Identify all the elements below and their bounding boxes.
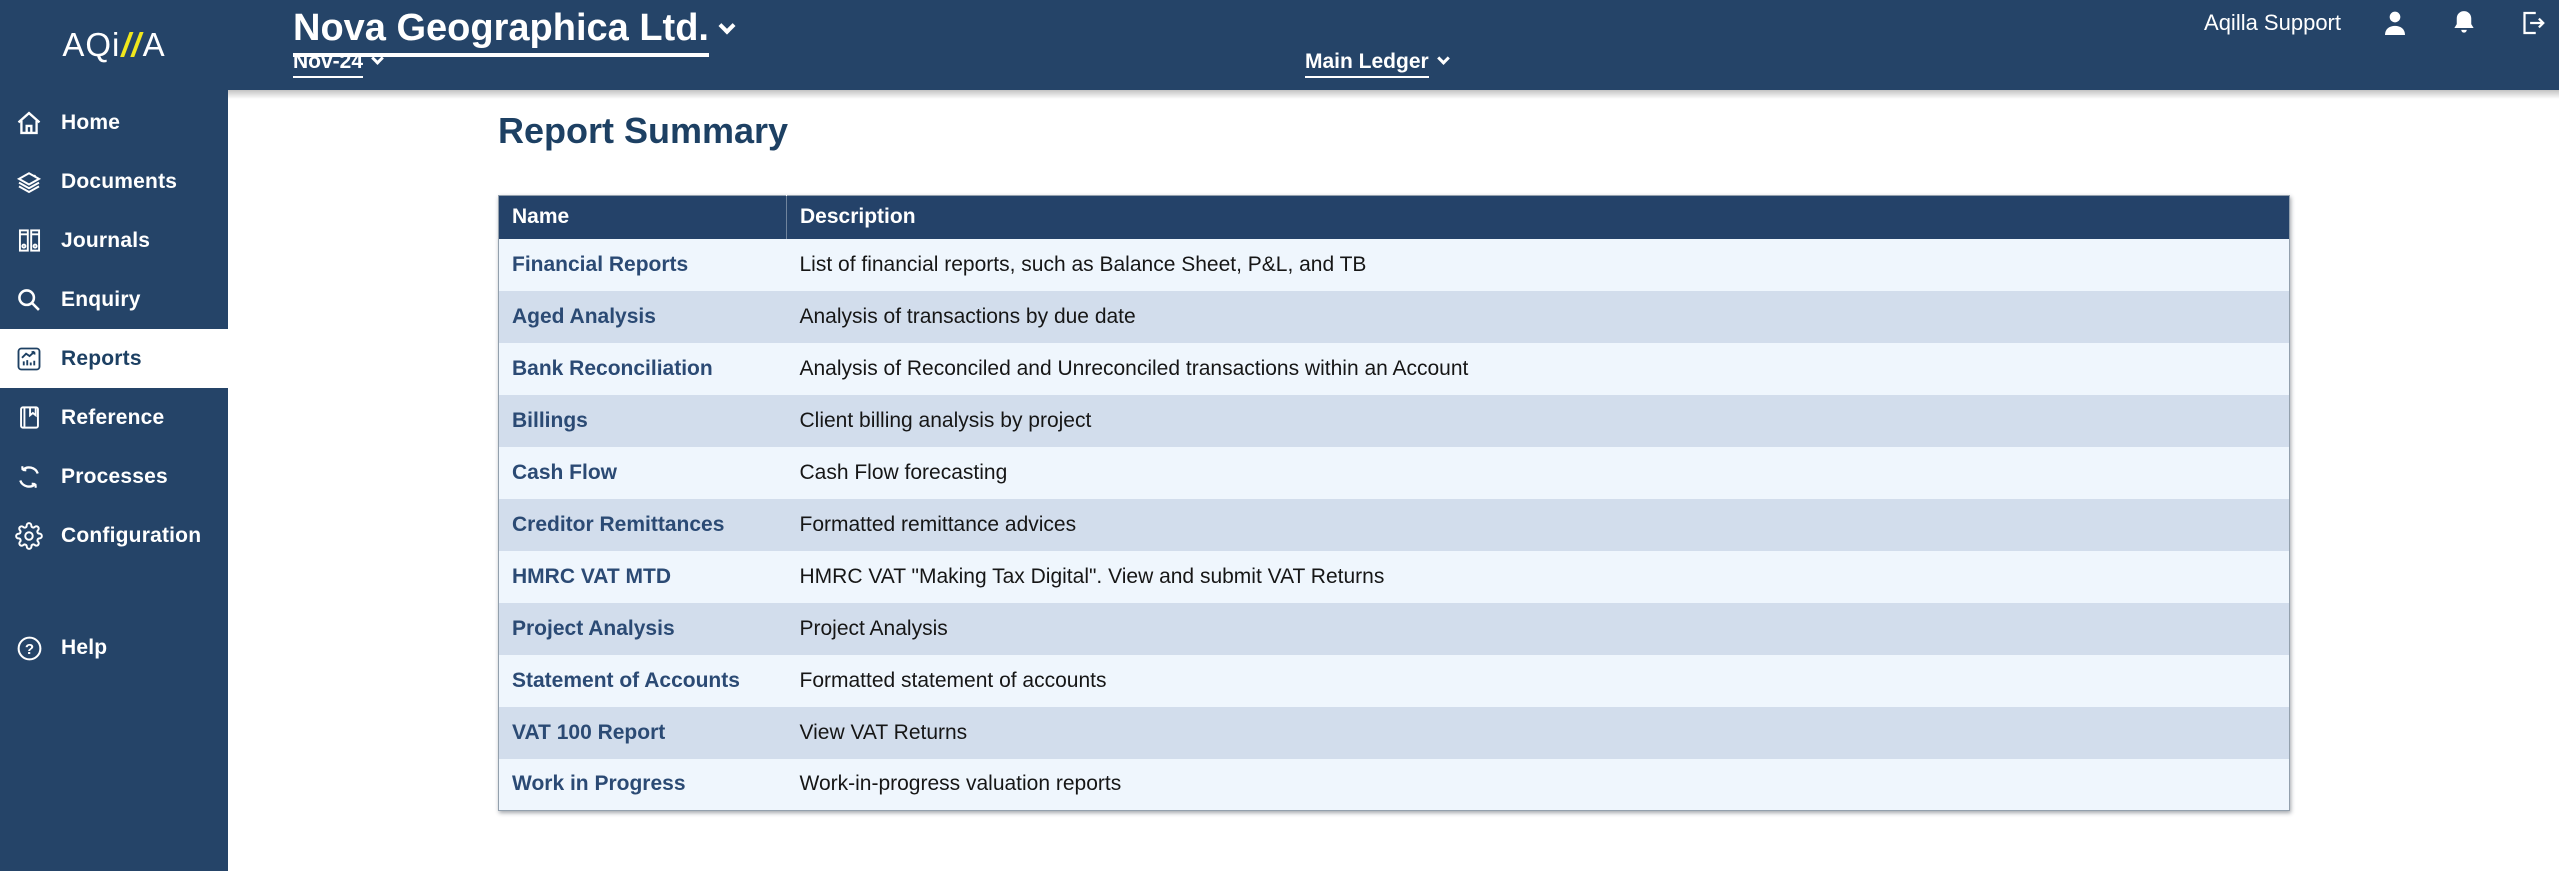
table-row: [499, 551, 2290, 603]
chevron-down-icon: [371, 52, 384, 65]
user-icon[interactable]: [2379, 7, 2411, 39]
table-row: [499, 759, 2290, 811]
ledger-selector[interactable]: [1305, 50, 1448, 78]
report-description: HMRC VAT "Making Tax Digital". View and submit VAT Returns: [799, 564, 1385, 588]
report-link[interactable]: VAT 100 Report: [512, 720, 666, 744]
sidebar-nav: [0, 93, 228, 677]
aqilla-logo: [0, 0, 228, 90]
report-description: Project Analysis: [799, 616, 948, 640]
table-row: [499, 603, 2290, 655]
report-summary-table: [498, 195, 2290, 811]
table-row: [499, 447, 2290, 499]
ledger-label: Main Ledger: [1305, 50, 1429, 78]
report-description: Formatted statement of accounts: [799, 668, 1107, 692]
chevron-down-icon: [718, 18, 735, 35]
report-description: Formatted remittance advices: [799, 512, 1077, 536]
report-link[interactable]: Billings: [512, 408, 588, 432]
table-row: [499, 499, 2290, 551]
sidebar-item-documents[interactable]: [0, 152, 228, 211]
report-description: Client billing analysis by project: [799, 408, 1092, 432]
sidebar-item-label: Reports: [61, 346, 142, 370]
sidebar-item-home[interactable]: [0, 93, 228, 152]
report-link[interactable]: Bank Reconciliation: [512, 356, 713, 380]
gear-icon: [12, 522, 46, 550]
book-icon: [12, 404, 46, 431]
report-description: Analysis of Reconciled and Unreconciled transactions within an Account: [799, 356, 1469, 380]
report-description: Work-in-progress valuation reports: [799, 772, 1122, 796]
period-selector[interactable]: [293, 50, 382, 78]
help-icon: [12, 634, 46, 663]
report-link[interactable]: Project Analysis: [512, 616, 675, 640]
report-link[interactable]: HMRC VAT MTD: [512, 564, 672, 588]
sidebar-item-label: Configuration: [61, 523, 202, 547]
period-label: Nov-24: [293, 50, 363, 78]
logo-text: A: [142, 26, 166, 63]
top-bar: [0, 0, 2559, 90]
column-header-name: Name: [499, 196, 787, 239]
sidebar-item-reference[interactable]: [0, 388, 228, 447]
sidebar-item-label: Journals: [61, 228, 151, 252]
report-link[interactable]: Financial Reports: [512, 252, 689, 276]
sidebar-item-label: Enquiry: [61, 287, 141, 311]
page-title: Report Summary: [498, 110, 789, 151]
sidebar-item-label: Help: [61, 636, 108, 659]
table-row: [499, 343, 2290, 395]
table-row: [499, 655, 2290, 707]
sidebar-item-help[interactable]: [0, 619, 228, 677]
search-icon: [12, 286, 46, 314]
sidebar-item-journals[interactable]: [0, 211, 228, 270]
sidebar-item-reports[interactable]: [0, 329, 228, 388]
chevron-down-icon: [1437, 52, 1450, 65]
main-content: [228, 90, 2559, 871]
table-row: [499, 395, 2290, 447]
notifications-bell-icon[interactable]: [2449, 8, 2479, 38]
report-link[interactable]: Work in Progress: [512, 772, 686, 796]
table-row: [499, 707, 2290, 759]
report-description: Cash Flow forecasting: [799, 460, 1008, 484]
sidebar-item-label: Processes: [61, 464, 168, 488]
user-name: Aqilla Support: [2204, 10, 2341, 35]
report-link[interactable]: Statement of Accounts: [512, 668, 740, 692]
home-icon: [12, 109, 46, 137]
chart-icon: [12, 345, 46, 373]
report-description: List of financial reports, such as Balance Sheet, P&L, and TB: [799, 252, 1367, 276]
documents-icon: [12, 167, 46, 197]
report-description: View VAT Returns: [799, 720, 968, 744]
sidebar-item-label: Home: [61, 110, 121, 134]
journals-icon: [12, 227, 46, 254]
sidebar: [0, 0, 228, 871]
sidebar-item-label: Reference: [61, 405, 165, 429]
report-description: Analysis of transactions by due date: [799, 304, 1136, 328]
company-name: Nova Geographica Ltd.: [293, 7, 709, 57]
table-row: [499, 291, 2290, 343]
column-header-description: Description: [787, 196, 2290, 239]
sidebar-item-configuration[interactable]: [0, 506, 228, 565]
user-area: [2204, 0, 2547, 46]
sidebar-item-enquiry[interactable]: [0, 270, 228, 329]
logo-slashes: //: [121, 26, 142, 63]
table-row: [499, 239, 2290, 291]
report-summary-table-wrap: [498, 195, 2290, 811]
cycle-icon: [12, 463, 46, 491]
report-link[interactable]: Aged Analysis: [512, 304, 656, 328]
report-link[interactable]: Creditor Remittances: [512, 512, 725, 536]
sidebar-item-label: Documents: [61, 169, 178, 193]
logo-text: AQi: [62, 26, 121, 63]
sidebar-item-processes[interactable]: [0, 447, 228, 506]
report-link[interactable]: Cash Flow: [512, 460, 618, 484]
logout-icon[interactable]: [2517, 8, 2547, 38]
table-header: [499, 196, 2290, 239]
svg-text:?: ?: [24, 640, 34, 658]
